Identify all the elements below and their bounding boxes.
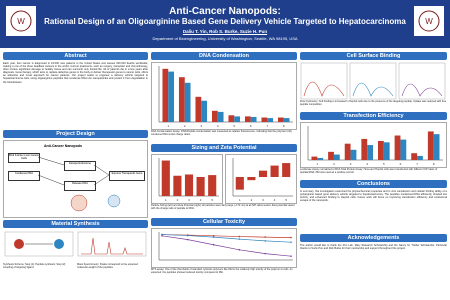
- data-point: [239, 236, 241, 238]
- flow-box-express: Express Therapeutic Gene: [109, 171, 145, 181]
- toxicity-chart: [151, 228, 297, 268]
- bar: [162, 69, 168, 122]
- x-tick-label: 1: [167, 124, 170, 128]
- bar: [284, 118, 290, 122]
- bar: [378, 141, 384, 160]
- sizing-zeta-charts: [151, 154, 297, 204]
- data-point: [213, 236, 215, 238]
- diagram-arrows: [4, 141, 149, 217]
- section-header-conclusions: Conclusions: [300, 180, 447, 188]
- poster-header: [0, 0, 450, 48]
- data-point: [161, 235, 163, 237]
- bar: [234, 116, 240, 122]
- bar: [247, 177, 255, 180]
- series-line: [162, 236, 291, 256]
- svg-text:W: W: [17, 17, 25, 26]
- x-tick-label: 5: [382, 162, 385, 166]
- x-tick-label: 7: [416, 162, 418, 166]
- bar: [434, 134, 440, 160]
- x-tick-label: 1: [316, 162, 319, 166]
- histogram-panel-3: [399, 63, 445, 99]
- bar: [417, 156, 423, 160]
- mass-spec-graphic: [77, 230, 148, 258]
- bar: [173, 176, 181, 196]
- mass-spec: [77, 230, 148, 283]
- poster-title: Anti-Cancer Nanopods:: [169, 6, 281, 17]
- bar: [185, 83, 191, 122]
- data-point: [187, 239, 189, 241]
- bar: [218, 112, 224, 122]
- bar: [245, 116, 251, 122]
- x-tick-label: 6: [399, 162, 402, 166]
- flow-box-bind: Bind & Enter Liver Cancer Cells: [8, 153, 40, 163]
- x-tick-label: 3: [188, 198, 190, 202]
- bar: [400, 140, 406, 160]
- dna-caption: DNA Condensation Assay: DNA/Peptide condensation was measured as relative fluorescence, indicating that the polymers fully condense DNA at low charge ratios.: [151, 130, 292, 136]
- bar: [317, 158, 323, 160]
- poster-authors: Daliu T. Yin, Rob S. Burke, Suzie H. Pun: [182, 29, 268, 34]
- bar: [236, 177, 244, 190]
- section-header-acknowledgements: Acknowledgements: [300, 234, 447, 242]
- bar: [228, 115, 234, 122]
- data-point: [264, 236, 266, 238]
- histogram-panel-2: [350, 63, 396, 99]
- bar: [212, 111, 218, 122]
- data-point: [239, 238, 241, 240]
- bar: [162, 161, 170, 196]
- bar: [351, 150, 357, 160]
- data-point: [290, 241, 292, 243]
- x-tick-label: 2: [183, 124, 186, 128]
- data-point: [264, 240, 266, 242]
- bar: [328, 152, 334, 160]
- x-tick-label: 4: [273, 198, 276, 202]
- bar: [185, 174, 193, 196]
- section-header-cellular-toxicity: Cellular Toxicity: [151, 218, 297, 226]
- x-tick-label: 2: [250, 198, 253, 202]
- bar: [197, 177, 205, 196]
- x-tick-label: 3: [349, 162, 352, 166]
- dna-condensation-chart: [151, 62, 297, 130]
- conclusions-text: In summary, this investigation examined the physiochemical properties and in vitro transfection and cellular binding ability of a polyarginine based gene delivery vehicle targeted to hepatocarcinoma. The peptides condensed DNA efficiently, showed low toxicity, and enhanced binding to HepG2 cells. Future work will focus on improving transfection efficiency and endosomal escape of the nanopods.: [300, 190, 447, 203]
- x-tick-label: 5: [211, 198, 214, 202]
- bar: [311, 157, 317, 160]
- transfection-caption: Luciferase Assay normalized to BCA Total Protein Assay: HeLa and HepG2 cells were transfected with different N/P ratios of peptide/DNA; PEI was used as a positive control.: [300, 168, 438, 174]
- flow-cytometry-panels: [300, 62, 447, 100]
- bar: [367, 145, 373, 160]
- data-point: [290, 255, 292, 257]
- material-synthesis-figures: [3, 230, 148, 283]
- abstract-text: Each year, liver cancer is diagnosed in 19,000 new patients in the United States and causes 600,000 deaths worldwide, making it one of the three deadliest cancers in the world. Current treatments, such as surgery, transplant and chemotherapy, often involve significant damage to healthy tissue and can succumb only limited life. All of patients die in a few years after diagnosis. Gene therapy, which aims to replace defective genes in the body or deliver therapeutic genes to cancer cells, offers an attractive and novel approach for cancer patients. Our project seeks to engineer a delivery vehicle targeted to hepatocarcinoma cells, using oligoarginine peptides that condense DNA into nanoparticles and protect it from degradation in the bloodstream.: [3, 62, 148, 84]
- flow-box-condense: Condense DNA: [8, 171, 40, 181]
- bar: [195, 97, 201, 122]
- project-design-diagram: [3, 140, 148, 218]
- bar: [251, 117, 257, 122]
- bar: [345, 144, 351, 160]
- synthesis-scheme: [3, 230, 75, 283]
- section-header-cell-surface-binding: Cell Surface Binding: [300, 52, 447, 60]
- toxicity-caption: MTS assay: One of the thresholds of standard cytotoxic polymers like PEI is the relatively high toxicity of the polymer to cells. As expected, the peptides showed reduced toxicity compared to PEI.: [151, 268, 293, 274]
- x-tick-label: 2: [176, 198, 179, 202]
- x-tick-label: 3: [200, 124, 203, 128]
- section-header-material-synthesis: Material Synthesis: [3, 220, 148, 228]
- x-tick-label: 4: [216, 124, 219, 128]
- x-tick-label: 7: [266, 124, 269, 128]
- data-point: [290, 237, 292, 239]
- x-tick-label: 1: [164, 198, 167, 202]
- section-header-dna-condensation: DNA Condensation: [151, 52, 297, 60]
- bar: [208, 175, 216, 196]
- mass-spec-caption: Mass Spectrometry: Peaks correspond to the expected molecular weight of the peptides.: [77, 263, 138, 269]
- section-header-project-design: Project Design: [3, 130, 148, 138]
- bar: [168, 72, 174, 122]
- acknowledgements-text: The author would like to thank the Pun Lab, Mary Research Scholarship and the Nancy M. Treiber Scholarship. Particular thanks to Suzie Pun and Rob Burke for their mentorship and support throughout this project.: [300, 244, 447, 251]
- data-point: [239, 249, 241, 251]
- poster-subtitle: Rational Design of an Oligoarginine Based Gene Delivery Vehicle Targeted to Hepatocarcinoma: [44, 17, 406, 26]
- synthesis-scheme-graphic: [3, 230, 75, 258]
- x-tick-label: 8: [282, 124, 285, 128]
- bar: [395, 136, 401, 160]
- histogram-panel-1: [301, 63, 347, 99]
- bar: [278, 118, 284, 122]
- x-tick-label: 8: [432, 162, 435, 166]
- zeta-potential-chart: [225, 154, 297, 204]
- bar: [259, 171, 267, 177]
- flow-box-release: Release DNA: [64, 181, 96, 191]
- bar: [334, 155, 340, 160]
- bar: [271, 166, 279, 177]
- bar: [282, 163, 290, 177]
- x-tick-label: 5: [233, 124, 236, 128]
- column-middle: [151, 52, 297, 278]
- particle-size-chart: [151, 154, 223, 204]
- x-tick-label: 2: [333, 162, 335, 166]
- x-tick-label: 5: [285, 198, 288, 202]
- bar: [261, 118, 267, 122]
- bar: [201, 101, 207, 122]
- bar: [267, 118, 273, 122]
- column-left: [3, 52, 148, 283]
- bar: [179, 77, 185, 122]
- diagram-title: Anti-Cancer Nanopods: [44, 144, 82, 148]
- bar: [384, 142, 390, 160]
- data-point: [213, 244, 215, 246]
- section-header-transfection: Transfection Efficiency: [300, 112, 447, 120]
- bar: [428, 131, 434, 160]
- x-tick-label: 6: [249, 124, 252, 128]
- bar: [411, 153, 417, 160]
- x-tick-label: 1: [238, 198, 241, 202]
- poster-affiliation: Department of Bioengineering, University of Washington, Seattle, WA 98195, USA: [152, 36, 298, 41]
- svg-text:W: W: [425, 17, 433, 26]
- flow-box-escape: Escape Endosome: [64, 161, 96, 171]
- section-header-sizing-zeta: Sizing and Zeta Potential: [151, 144, 297, 152]
- x-tick-label: 4: [366, 162, 369, 166]
- x-tick-label: 3: [262, 198, 264, 202]
- binding-caption: Flow Cytometry: Cell binding is increased in HepG2 cells due to the presence of the targeting peptide. Uptake was reduced with free peptide competition.: [300, 100, 447, 106]
- synthesis-caption: Synthesis Scheme: Step (1): Peptide synthesis; Step (2): Coupling of targeting ligand.: [3, 263, 66, 269]
- data-point: [187, 235, 189, 237]
- flow-cytometry-graphic: [300, 62, 447, 100]
- data-point: [264, 253, 266, 255]
- transfection-chart: [300, 122, 447, 168]
- sizing-caption: Particle Sizing (left) and Zeta Potential (right): All particles were fairly large (~170 nm) at all N/P ratios tested. Zeta potential varied with the charge ratio of peptide to DNA.: [151, 204, 295, 210]
- column-right: [300, 52, 447, 260]
- section-header-abstract: Abstract: [3, 52, 148, 60]
- bar: [361, 139, 367, 160]
- x-tick-label: 4: [199, 198, 202, 202]
